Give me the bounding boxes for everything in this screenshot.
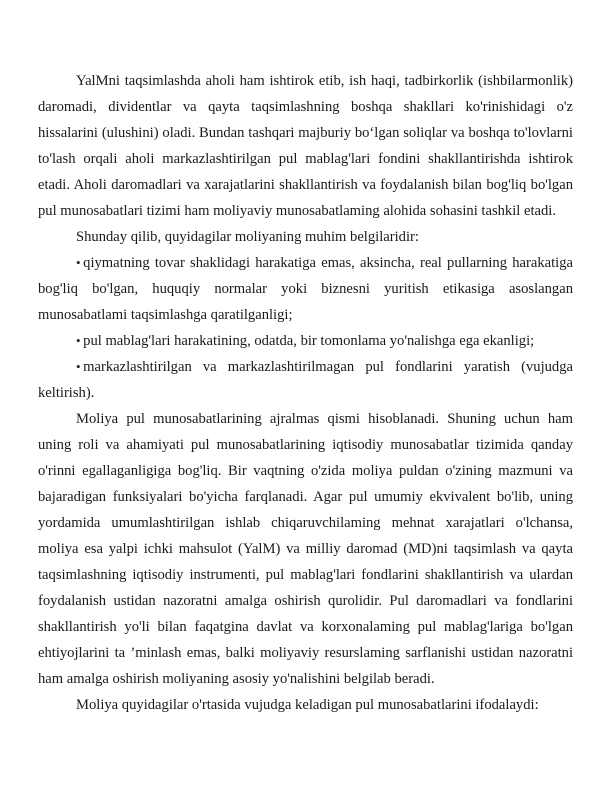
paragraph-intro: YalMni taqsimlashda aholi ham ishtirok etib, ish haqi, tadbirkorlik (ishbilarmonlik) daromadi, dividentlar va qayta taqsimlashning boshqa shakllari ko'rinishidagi o'z hissalarini (ulushini) oladi. Bundan tashqari majburiy bo‘lgan soliqlar va boshqa to'lovlarni to'lash orqali aholi markazlashtirilgan pul mablag'lari fondini shakllantirishda ishtirok etadi. Aholi daromadlari va xarajatlarini shakllantirish va foydalanish bilan bog'liq bo'lgan pul munosabatlari tizimi ham moliyaviy munosabatlaming alohida sohasini tashkil etadi. <box>38 73 573 219</box>
list-item-text: pul mablag'lari harakatining, odatda, bir tomonlama yo'nalishga ega ekanligi; <box>83 333 535 349</box>
bullet-marker-icon: • <box>76 255 84 270</box>
paragraph-closing-lead: Moliya quyidagilar o'rtasida vujudga keladigan pul munosabatlarini ifodalaydi: <box>76 697 539 713</box>
list-item <box>38 328 573 354</box>
list-item <box>38 354 573 406</box>
list-item-text: markazlashtirilgan va markazlashtirilmagan pul fondlarini yaratish (vujudga keltirish). <box>38 359 573 401</box>
document-text-body <box>38 68 573 718</box>
paragraph-finance-role: Moliya pul munosabatlarining ajralmas qismi hisoblanadi. Shuning uchun ham uning roli va ahamiyati pul munosabatlarining iqtisodiy munosabatlar tizimida qanday o'rinni egallaganligiga bog'liq. Bir vaqtning o'zida moliya puldan o'zining mazmuni va bajaradigan funksiyalari bo'yicha farqlanadi. Agar pul umumiy ekvivalent bo'lib, uning yordamida umumlashtirilgan ishlab chiqaruvchilaming mehnat xarajatlari o'lchansa, moliya esa yalpi ichki mahsulot (YalM) va milliy daromad (MD)ni taqsimlash va qayta taqsimlashning iqtisodiy instrumenti, pul mablag'lari fondlarini shakllantirish va ulardan foydalanish ustidan nazoratni amalga oshirish qurolidir. Pul daromadlari va fondlarini shakllantirish yo'li bilan faqatgina davlat va korxonalaming pul mablag'lariga bo'lgan ehtiyojlarini ta ’minlash emas, balki moliyaviy resurslaming sarflanishi ustidan nazoratni ham amalga oshirish moliyaning asosiy yo'nalishini belgilab beradi. <box>38 411 573 687</box>
bullet-marker-icon: • <box>76 333 84 348</box>
list-item-text: qiymatning tovar shaklidagi harakatiga emas, aksincha, real pullarning harakatiga bog'liq bo'lgan, huquqiy normalar yoki biznesni yuritish etikasiga asoslangan munosabatlami taqsimlashga qaratilganligi; <box>38 255 573 323</box>
paragraph-features-lead: Shunday qilib, quyidagilar moliyaning muhim belgilaridir: <box>76 229 419 245</box>
bullet-marker-icon: • <box>76 359 84 374</box>
list-item <box>38 250 573 328</box>
